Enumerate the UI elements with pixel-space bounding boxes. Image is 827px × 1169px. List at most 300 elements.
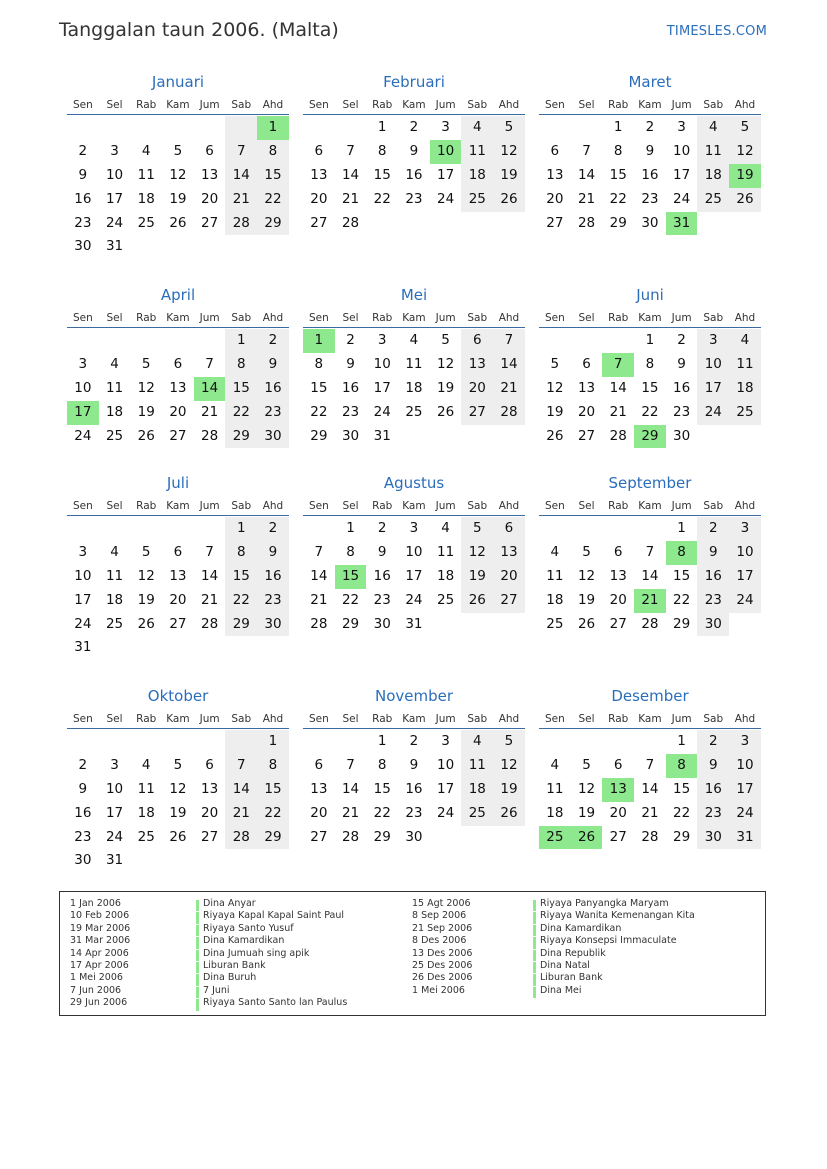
day-cell[interactable]: 16 [74, 804, 92, 821]
day-cell[interactable]: 25 [546, 615, 564, 632]
day-cell[interactable]: 14 [341, 166, 360, 183]
day-cell[interactable]: 18 [137, 804, 155, 821]
day-cell[interactable]: 28 [225, 826, 257, 850]
day-cell[interactable]: 5 [729, 116, 761, 140]
day-cell[interactable]: 24 [74, 427, 92, 444]
day-cell[interactable]: 12 [729, 140, 761, 164]
day-cell[interactable]: 6 [173, 355, 183, 372]
day-cell[interactable]: 7 [205, 543, 214, 560]
day-cell[interactable]: 7 [225, 754, 257, 778]
day-cell[interactable]: 25 [729, 401, 761, 425]
day-cell[interactable]: 29 [257, 826, 289, 850]
day-cell[interactable]: 26 [437, 403, 455, 420]
day-cell[interactable]: 2 [257, 329, 289, 353]
day-cell[interactable]: 31 [74, 639, 92, 656]
day-cell[interactable]: 14 [493, 353, 525, 377]
day-cell[interactable]: 11 [546, 567, 564, 584]
day-cell[interactable]: 4 [697, 116, 729, 140]
day-cell[interactable]: 22 [641, 403, 659, 420]
day-cell[interactable]: 21 [225, 188, 257, 212]
day-cell[interactable]: 6 [314, 142, 324, 159]
day-cell[interactable]: 15 [257, 164, 289, 188]
day-cell[interactable]: 10 [673, 142, 691, 159]
day-cell[interactable]: 13 [201, 166, 219, 183]
day-cell[interactable]: 10 [437, 756, 455, 773]
day-cell[interactable]: 8 [613, 142, 623, 159]
day-cell[interactable]: 27 [546, 214, 564, 231]
day-cell[interactable]: 3 [729, 730, 761, 754]
day-cell[interactable]: 8 [225, 353, 257, 377]
day-cell[interactable]: 24 [105, 828, 124, 845]
holiday-day-cell[interactable]: 17 [67, 401, 99, 425]
day-cell[interactable]: 8 [257, 140, 289, 164]
day-cell[interactable]: 17 [74, 591, 92, 608]
day-cell[interactable]: 9 [377, 543, 387, 560]
day-cell[interactable]: 6 [613, 756, 623, 773]
day-cell[interactable]: 14 [225, 164, 257, 188]
day-cell[interactable]: 7 [346, 756, 355, 773]
day-cell[interactable]: 3 [377, 332, 387, 348]
day-cell[interactable]: 21 [201, 403, 219, 420]
day-cell[interactable]: 2 [409, 119, 419, 135]
day-cell[interactable]: 12 [137, 567, 155, 584]
day-cell[interactable]: 14 [609, 379, 627, 396]
day-cell[interactable]: 13 [609, 567, 627, 584]
day-cell[interactable]: 15 [373, 780, 391, 797]
day-cell[interactable]: 23 [74, 828, 92, 845]
day-cell[interactable]: 9 [409, 756, 419, 773]
day-cell[interactable]: 22 [673, 591, 691, 608]
day-cell[interactable]: 20 [310, 190, 328, 207]
day-cell[interactable]: 22 [225, 589, 257, 613]
holiday-day-cell[interactable]: 19 [729, 164, 761, 188]
day-cell[interactable]: 16 [373, 567, 391, 584]
day-cell[interactable]: 8 [314, 355, 324, 372]
day-cell[interactable]: 2 [257, 517, 289, 541]
day-cell[interactable]: 15 [257, 778, 289, 802]
day-cell[interactable]: 16 [697, 565, 729, 589]
day-cell[interactable]: 10 [74, 379, 92, 396]
day-cell[interactable]: 27 [201, 214, 219, 231]
day-cell[interactable]: 12 [577, 567, 596, 584]
day-cell[interactable]: 6 [314, 756, 324, 773]
day-cell[interactable]: 23 [641, 190, 659, 207]
day-cell[interactable]: 4 [461, 730, 493, 754]
holiday-day-cell[interactable]: 29 [634, 425, 666, 449]
day-cell[interactable]: 4 [441, 520, 450, 536]
day-cell[interactable]: 12 [546, 379, 564, 396]
day-cell[interactable]: 8 [377, 142, 387, 159]
day-cell[interactable]: 16 [257, 377, 289, 401]
holiday-day-cell[interactable]: 8 [666, 754, 698, 778]
day-cell[interactable]: 3 [78, 543, 88, 560]
day-cell[interactable]: 17 [105, 804, 124, 821]
day-cell[interactable]: 9 [346, 355, 355, 372]
day-cell[interactable]: 16 [341, 379, 360, 396]
day-cell[interactable]: 15 [609, 166, 627, 183]
day-cell[interactable]: 2 [677, 332, 686, 348]
day-cell[interactable]: 16 [257, 565, 289, 589]
day-cell[interactable]: 29 [310, 427, 328, 444]
day-cell[interactable]: 2 [645, 119, 655, 135]
day-cell[interactable]: 5 [550, 355, 560, 372]
day-cell[interactable]: 6 [493, 517, 525, 541]
day-cell[interactable]: 28 [493, 401, 525, 425]
day-cell[interactable]: 3 [409, 520, 419, 536]
day-cell[interactable]: 13 [169, 379, 187, 396]
day-cell[interactable]: 20 [577, 403, 596, 420]
day-cell[interactable]: 18 [546, 804, 564, 821]
day-cell[interactable]: 28 [641, 828, 659, 845]
day-cell[interactable]: 1 [377, 119, 387, 135]
day-cell[interactable]: 1 [677, 520, 686, 536]
day-cell[interactable]: 23 [74, 214, 92, 231]
day-cell[interactable]: 13 [310, 780, 328, 797]
day-cell[interactable]: 27 [577, 427, 596, 444]
day-cell[interactable]: 10 [729, 541, 761, 565]
day-cell[interactable]: 26 [729, 188, 761, 212]
day-cell[interactable]: 13 [493, 541, 525, 565]
day-cell[interactable]: 16 [697, 778, 729, 802]
day-cell[interactable]: 9 [697, 754, 729, 778]
day-cell[interactable]: 4 [141, 756, 151, 773]
day-cell[interactable]: 7 [582, 142, 591, 159]
day-cell[interactable]: 4 [110, 355, 119, 372]
day-cell[interactable]: 31 [405, 615, 423, 632]
day-cell[interactable]: 17 [729, 778, 761, 802]
holiday-day-cell[interactable]: 10 [430, 140, 462, 164]
day-cell[interactable]: 4 [110, 543, 119, 560]
day-cell[interactable]: 18 [546, 591, 564, 608]
day-cell[interactable]: 31 [105, 852, 124, 869]
day-cell[interactable]: 8 [645, 355, 655, 372]
day-cell[interactable]: 3 [677, 119, 686, 135]
day-cell[interactable]: 30 [405, 828, 423, 845]
day-cell[interactable]: 19 [137, 591, 155, 608]
day-cell[interactable]: 9 [697, 541, 729, 565]
day-cell[interactable]: 12 [493, 754, 525, 778]
day-cell[interactable]: 23 [697, 589, 729, 613]
day-cell[interactable]: 30 [673, 427, 691, 444]
day-cell[interactable]: 9 [257, 541, 289, 565]
day-cell[interactable]: 20 [609, 591, 627, 608]
day-cell[interactable]: 22 [341, 591, 360, 608]
day-cell[interactable]: 9 [78, 166, 88, 183]
day-cell[interactable]: 28 [609, 427, 627, 444]
day-cell[interactable]: 12 [137, 379, 155, 396]
day-cell[interactable]: 21 [577, 190, 596, 207]
day-cell[interactable]: 13 [461, 353, 493, 377]
day-cell[interactable]: 30 [641, 214, 659, 231]
day-cell[interactable]: 19 [437, 379, 455, 396]
day-cell[interactable]: 23 [257, 589, 289, 613]
day-cell[interactable]: 18 [105, 403, 124, 420]
day-cell[interactable]: 19 [493, 164, 525, 188]
day-cell[interactable]: 24 [437, 804, 455, 821]
day-cell[interactable]: 29 [341, 615, 360, 632]
day-cell[interactable]: 19 [577, 591, 596, 608]
day-cell[interactable]: 20 [493, 565, 525, 589]
day-cell[interactable]: 19 [546, 403, 564, 420]
day-cell[interactable]: 25 [461, 188, 493, 212]
day-cell[interactable]: 29 [609, 214, 627, 231]
day-cell[interactable]: 21 [493, 377, 525, 401]
day-cell[interactable]: 5 [141, 543, 151, 560]
day-cell[interactable]: 22 [373, 804, 391, 821]
day-cell[interactable]: 25 [437, 591, 455, 608]
day-cell[interactable]: 11 [729, 353, 761, 377]
day-cell[interactable]: 28 [201, 427, 219, 444]
day-cell[interactable]: 14 [641, 567, 659, 584]
day-cell[interactable]: 26 [493, 802, 525, 826]
day-cell[interactable]: 26 [169, 214, 187, 231]
day-cell[interactable]: 21 [641, 804, 659, 821]
day-cell[interactable]: 19 [169, 804, 187, 821]
day-cell[interactable]: 28 [641, 615, 659, 632]
day-cell[interactable]: 24 [105, 214, 124, 231]
day-cell[interactable]: 18 [405, 379, 423, 396]
day-cell[interactable]: 4 [141, 142, 151, 159]
holiday-day-cell[interactable]: 14 [194, 377, 226, 401]
holiday-day-cell[interactable]: 15 [335, 565, 367, 589]
day-cell[interactable]: 15 [673, 567, 691, 584]
day-cell[interactable]: 1 [677, 733, 686, 749]
day-cell[interactable]: 29 [225, 613, 257, 637]
day-cell[interactable]: 10 [105, 166, 124, 183]
day-cell[interactable]: 25 [461, 802, 493, 826]
day-cell[interactable]: 27 [169, 615, 187, 632]
day-cell[interactable]: 26 [137, 615, 155, 632]
holiday-day-cell[interactable]: 21 [634, 589, 666, 613]
day-cell[interactable]: 6 [205, 756, 214, 773]
day-cell[interactable]: 23 [257, 401, 289, 425]
day-cell[interactable]: 26 [137, 427, 155, 444]
day-cell[interactable]: 5 [441, 332, 450, 348]
day-cell[interactable]: 22 [310, 403, 328, 420]
day-cell[interactable]: 14 [341, 780, 360, 797]
day-cell[interactable]: 29 [257, 212, 289, 236]
day-cell[interactable]: 12 [461, 541, 493, 565]
day-cell[interactable]: 16 [673, 379, 691, 396]
day-cell[interactable]: 18 [461, 778, 493, 802]
day-cell[interactable]: 7 [346, 142, 355, 159]
day-cell[interactable]: 4 [409, 332, 419, 348]
day-cell[interactable]: 30 [697, 613, 729, 637]
day-cell[interactable]: 19 [493, 778, 525, 802]
day-cell[interactable]: 21 [341, 190, 360, 207]
day-cell[interactable]: 6 [173, 543, 183, 560]
day-cell[interactable]: 11 [137, 166, 155, 183]
day-cell[interactable]: 5 [141, 355, 151, 372]
day-cell[interactable]: 23 [405, 190, 423, 207]
day-cell[interactable]: 1 [225, 517, 257, 541]
day-cell[interactable]: 20 [169, 403, 187, 420]
day-cell[interactable]: 30 [257, 425, 289, 449]
day-cell[interactable]: 11 [137, 780, 155, 797]
day-cell[interactable]: 17 [437, 780, 455, 797]
day-cell[interactable]: 7 [645, 756, 655, 773]
day-cell[interactable]: 5 [173, 756, 183, 773]
day-cell[interactable]: 2 [697, 517, 729, 541]
day-cell[interactable]: 17 [373, 379, 391, 396]
day-cell[interactable]: 11 [105, 567, 124, 584]
day-cell[interactable]: 30 [74, 238, 92, 255]
day-cell[interactable]: 17 [405, 567, 423, 584]
day-cell[interactable]: 11 [697, 140, 729, 164]
day-cell[interactable]: 27 [310, 214, 328, 231]
day-cell[interactable]: 3 [729, 517, 761, 541]
day-cell[interactable]: 13 [201, 780, 219, 797]
day-cell[interactable]: 22 [609, 190, 627, 207]
day-cell[interactable]: 12 [169, 166, 187, 183]
day-cell[interactable]: 13 [546, 166, 564, 183]
day-cell[interactable]: 1 [225, 329, 257, 353]
day-cell[interactable]: 22 [673, 804, 691, 821]
day-cell[interactable]: 2 [409, 733, 419, 749]
day-cell[interactable]: 10 [697, 353, 729, 377]
day-cell[interactable]: 3 [441, 119, 450, 135]
day-cell[interactable]: 19 [461, 565, 493, 589]
day-cell[interactable]: 10 [729, 754, 761, 778]
day-cell[interactable]: 27 [609, 615, 627, 632]
day-cell[interactable]: 24 [697, 401, 729, 425]
day-cell[interactable]: 31 [105, 238, 124, 255]
day-cell[interactable]: 29 [673, 828, 691, 845]
day-cell[interactable]: 10 [105, 780, 124, 797]
day-cell[interactable]: 18 [729, 377, 761, 401]
day-cell[interactable]: 6 [613, 543, 623, 560]
day-cell[interactable]: 2 [377, 520, 387, 536]
day-cell[interactable]: 9 [645, 142, 655, 159]
day-cell[interactable]: 29 [373, 828, 391, 845]
day-cell[interactable]: 25 [137, 828, 155, 845]
day-cell[interactable]: 5 [582, 756, 591, 773]
day-cell[interactable]: 17 [673, 166, 691, 183]
day-cell[interactable]: 5 [461, 517, 493, 541]
day-cell[interactable]: 23 [697, 802, 729, 826]
day-cell[interactable]: 8 [257, 754, 289, 778]
day-cell[interactable]: 23 [405, 804, 423, 821]
holiday-day-cell[interactable]: 1 [257, 116, 289, 140]
day-cell[interactable]: 22 [257, 188, 289, 212]
day-cell[interactable]: 26 [169, 828, 187, 845]
day-cell[interactable]: 11 [461, 140, 493, 164]
day-cell[interactable]: 20 [546, 190, 564, 207]
day-cell[interactable]: 21 [225, 802, 257, 826]
day-cell[interactable]: 22 [257, 802, 289, 826]
day-cell[interactable]: 26 [546, 427, 564, 444]
day-cell[interactable]: 29 [225, 425, 257, 449]
day-cell[interactable]: 18 [137, 190, 155, 207]
day-cell[interactable]: 2 [346, 332, 355, 348]
day-cell[interactable]: 27 [493, 589, 525, 613]
day-cell[interactable]: 14 [310, 567, 328, 584]
day-cell[interactable]: 12 [437, 355, 455, 372]
day-cell[interactable]: 13 [310, 166, 328, 183]
day-cell[interactable]: 5 [173, 142, 183, 159]
day-cell[interactable]: 26 [461, 589, 493, 613]
day-cell[interactable]: 12 [577, 780, 596, 797]
day-cell[interactable]: 20 [201, 804, 219, 821]
holiday-day-cell[interactable]: 8 [666, 541, 698, 565]
day-cell[interactable]: 25 [697, 188, 729, 212]
day-cell[interactable]: 20 [310, 804, 328, 821]
day-cell[interactable]: 6 [582, 355, 591, 372]
holiday-day-cell[interactable]: 13 [602, 778, 634, 802]
day-cell[interactable]: 15 [673, 780, 691, 797]
day-cell[interactable]: 24 [673, 190, 691, 207]
day-cell[interactable]: 2 [78, 756, 88, 773]
day-cell[interactable]: 21 [310, 591, 328, 608]
day-cell[interactable]: 10 [74, 567, 92, 584]
day-cell[interactable]: 1 [645, 332, 655, 348]
day-cell[interactable]: 1 [257, 730, 289, 754]
day-cell[interactable]: 27 [169, 427, 187, 444]
day-cell[interactable]: 9 [78, 780, 88, 797]
day-cell[interactable]: 4 [550, 543, 560, 560]
day-cell[interactable]: 28 [201, 615, 219, 632]
day-cell[interactable]: 24 [373, 403, 391, 420]
day-cell[interactable]: 20 [461, 377, 493, 401]
day-cell[interactable]: 15 [310, 379, 328, 396]
day-cell[interactable]: 18 [697, 164, 729, 188]
day-cell[interactable]: 13 [577, 379, 596, 396]
day-cell[interactable]: 8 [346, 543, 355, 560]
day-cell[interactable]: 24 [74, 615, 92, 632]
day-cell[interactable]: 15 [225, 377, 257, 401]
day-cell[interactable]: 28 [225, 212, 257, 236]
day-cell[interactable]: 27 [310, 828, 328, 845]
day-cell[interactable]: 27 [461, 401, 493, 425]
day-cell[interactable]: 7 [645, 543, 655, 560]
day-cell[interactable]: 21 [201, 591, 219, 608]
day-cell[interactable]: 30 [74, 852, 92, 869]
day-cell[interactable]: 6 [461, 329, 493, 353]
day-cell[interactable]: 8 [377, 756, 387, 773]
day-cell[interactable]: 5 [493, 116, 525, 140]
day-cell[interactable]: 22 [373, 190, 391, 207]
day-cell[interactable]: 23 [341, 403, 360, 420]
day-cell[interactable]: 20 [609, 804, 627, 821]
day-cell[interactable]: 16 [641, 166, 659, 183]
day-cell[interactable]: 20 [201, 190, 219, 207]
day-cell[interactable]: 28 [577, 214, 596, 231]
day-cell[interactable]: 11 [405, 355, 423, 372]
day-cell[interactable]: 16 [405, 780, 423, 797]
day-cell[interactable]: 24 [729, 589, 761, 613]
day-cell[interactable]: 9 [257, 353, 289, 377]
day-cell[interactable]: 25 [405, 403, 423, 420]
day-cell[interactable]: 16 [405, 166, 423, 183]
day-cell[interactable]: 25 [105, 615, 124, 632]
day-cell[interactable]: 8 [225, 541, 257, 565]
day-cell[interactable]: 11 [105, 379, 124, 396]
day-cell[interactable]: 10 [405, 543, 423, 560]
day-cell[interactable]: 23 [673, 403, 691, 420]
brand-link[interactable]: TIMESLES.COM [666, 24, 767, 39]
day-cell[interactable]: 11 [546, 780, 564, 797]
day-cell[interactable]: 27 [201, 828, 219, 845]
day-cell[interactable]: 14 [577, 166, 596, 183]
day-cell[interactable]: 26 [493, 188, 525, 212]
day-cell[interactable]: 17 [105, 190, 124, 207]
day-cell[interactable]: 23 [373, 591, 391, 608]
day-cell[interactable]: 3 [697, 329, 729, 353]
day-cell[interactable]: 28 [341, 214, 360, 231]
day-cell[interactable]: 18 [461, 164, 493, 188]
day-cell[interactable]: 21 [341, 804, 360, 821]
day-cell[interactable]: 30 [257, 613, 289, 637]
